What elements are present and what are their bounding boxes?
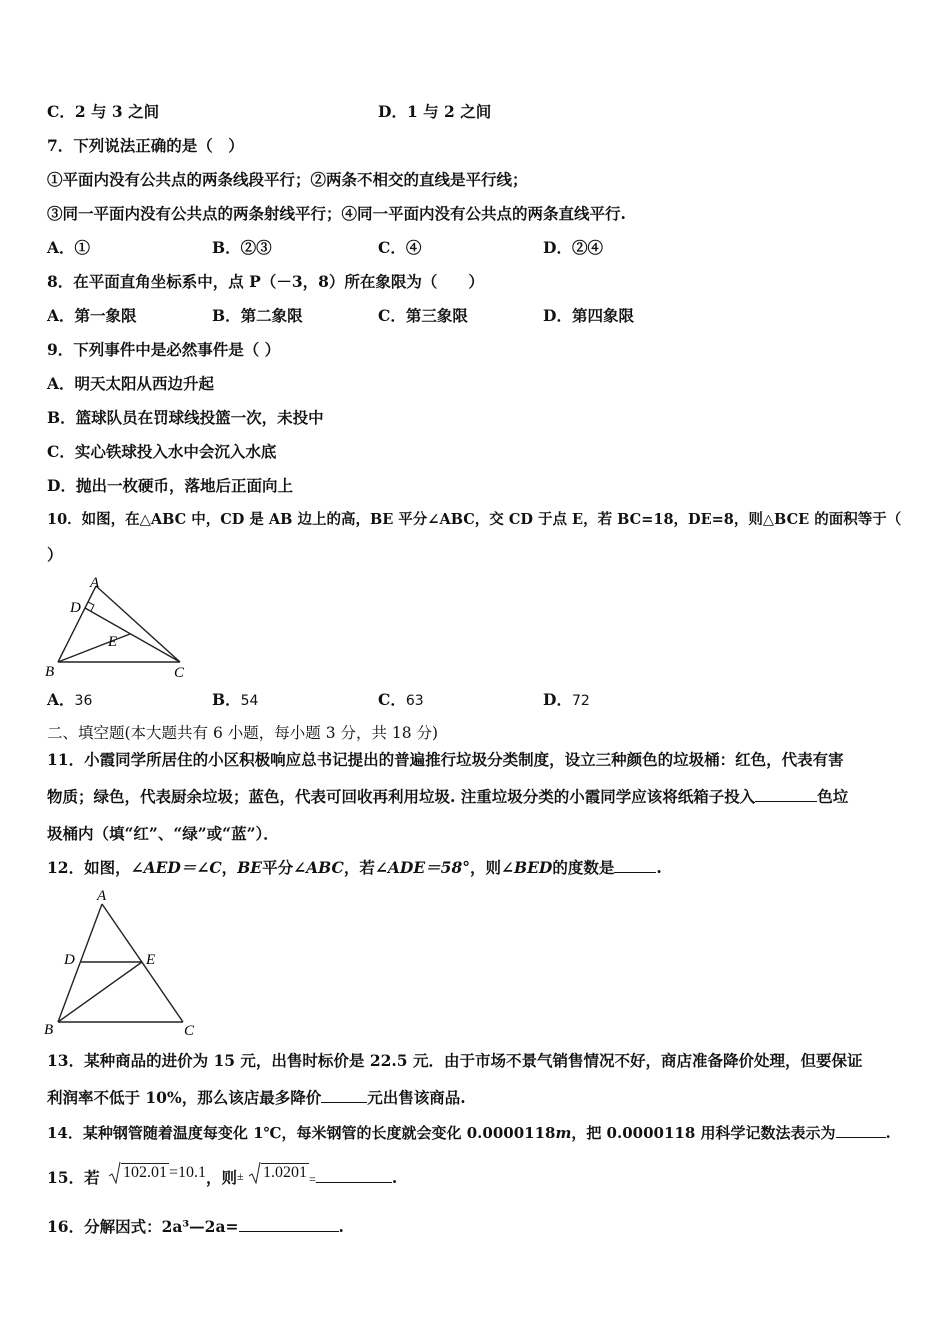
q10-side-ab xyxy=(58,586,96,662)
q10-option-a-prefix: A． xyxy=(47,690,75,709)
q7-option-a: A．① xyxy=(47,238,91,257)
q10-option-c xyxy=(378,690,424,711)
q10-option-c-prefix: C． xyxy=(378,690,406,709)
q12-period: . xyxy=(656,858,662,877)
q14-unit-m: m xyxy=(555,1124,572,1142)
q11-line2-text-a: 物质；绿色，代表厨余垃圾；蓝色，代表可回收再利用垃圾. 注重垃圾分类的小霞同学应该将纸箱子投入 xyxy=(47,787,756,806)
q12-stem xyxy=(47,858,662,878)
q15-result-1: =10.1 xyxy=(168,1164,207,1181)
q8-option-c: C．第三象限 xyxy=(378,306,468,325)
q14-answer-blank[interactable] xyxy=(836,1123,886,1138)
q10-side-ac xyxy=(96,586,180,662)
q15-sqrt-2 xyxy=(249,1164,309,1189)
q15-sqrt-1 xyxy=(109,1164,169,1189)
q13-line2 xyxy=(47,1088,466,1108)
q6-option-c: C．2 与 3 之间 xyxy=(47,102,160,121)
q12-comma: ， xyxy=(221,858,238,877)
q12-then: ，则 xyxy=(469,858,501,877)
q16-stem xyxy=(47,1217,344,1237)
q11-line2 xyxy=(47,787,848,807)
q12-be: BE xyxy=(237,858,263,877)
q14-text-a: 14．某种钢管随着温度每变化 1℃，每米钢管的长度就会变化 0.0000118 xyxy=(47,1124,556,1142)
q11-line1: 11．小霞同学所居住的小区积极响应总书记提出的普遍推行垃圾分类制度，设立三种颜色的垃圾桶：红色，代表有害 xyxy=(47,750,844,769)
q8-option-b: B．第二象限 xyxy=(212,306,303,325)
q7-statement-line1: ①平面内没有公共点的两条线段平行；②两条不相交的直线是平行线； xyxy=(47,170,528,189)
q10-stem-end: ） xyxy=(47,545,63,564)
q6-option-d: D．1 与 2 之间 xyxy=(378,102,492,121)
q12-angle-abc: ∠ABC xyxy=(293,858,344,877)
q8-option-a: A．第一象限 xyxy=(47,306,137,325)
q10-option-d xyxy=(543,690,590,711)
q11-line2-text-b: 色垃 xyxy=(817,787,849,806)
q13-line2-text-a: 利润率不低于 10%，那么该店最多降价 xyxy=(47,1088,322,1107)
q10-option-b-prefix: B． xyxy=(212,690,241,709)
q9-option-c: C．实心铁球投入水中会沉入水底 xyxy=(47,442,277,461)
q8-option-d: D．第四象限 xyxy=(543,306,634,325)
q15-period: . xyxy=(391,1168,398,1187)
q16-answer-blank[interactable] xyxy=(239,1217,339,1232)
q15-radical-sign-1 xyxy=(109,1162,121,1184)
q10-label-e: E xyxy=(108,634,118,650)
q10-option-b-value: 54 xyxy=(240,693,259,709)
q12-triangle-figure xyxy=(38,882,208,1042)
q13-answer-blank[interactable] xyxy=(321,1088,367,1103)
q15-stem xyxy=(47,1164,398,1189)
q10-label-d: D xyxy=(70,600,81,616)
q10-option-d-prefix: D． xyxy=(543,690,572,709)
q9-stem: 9．下列事件中是必然事件是（ ） xyxy=(47,340,281,359)
q9-option-a: A．明天太阳从西边升起 xyxy=(47,374,215,393)
q7-statement-line2: ③同一平面内没有公共点的两条射线平行；④同一平面内没有公共点的两条直线平行. xyxy=(47,204,626,223)
q12-label-d: D xyxy=(64,952,75,968)
q13-line1: 13．某种商品的进价为 15 元，出售时标价是 22.5 元．由于市场不景气销售情况不好，商店准备降价处理，但要保证 xyxy=(47,1051,863,1070)
q14-stem xyxy=(47,1123,891,1143)
q10-label-a: A xyxy=(90,575,100,591)
q12-label-c: C xyxy=(184,1023,195,1039)
q15-radicand-1: 102.01 xyxy=(122,1164,167,1181)
q14-text-b: ，把 0.0000118 用科学记数法表示为 xyxy=(571,1124,836,1142)
q10-stem: 10．如图，在△ABC 中，CD 是 AB 边上的高，BE 平分∠ABC，交 CD 于点 E，若 BC=18，DE=8，则△BCE 的面积等于（ xyxy=(47,511,902,528)
q12-answer-blank[interactable] xyxy=(614,858,656,873)
q10-option-c-value: 63 xyxy=(405,693,424,709)
q7-stem: 7．下列说法正确的是（ ） xyxy=(47,136,244,155)
q11-answer-blank[interactable] xyxy=(755,787,817,802)
q12-segment-be xyxy=(58,962,142,1022)
q16-period: . xyxy=(338,1217,344,1236)
section2-heading: 二、填空题(本大题共有 6 小题，每小题 3 分，共 18 分) xyxy=(47,724,439,742)
q8-stem: 8．在平面直角坐标系中，点 P（－3，8）所在象限为（ ） xyxy=(47,272,484,291)
q12-bisects: 平分 xyxy=(262,858,294,877)
q10-altitude-cd xyxy=(85,608,180,662)
q11-line3: 圾桶内（填“红”、“绿”或“蓝”）． xyxy=(47,824,279,843)
q9-option-b: B．篮球队员在罚球线投篮一次，未投中 xyxy=(47,408,324,427)
q7-option-b: B．②③ xyxy=(212,238,272,257)
q7-option-c: C．④ xyxy=(378,238,422,257)
q10-option-b xyxy=(212,690,258,711)
q10-option-a xyxy=(47,690,92,711)
q10-triangle-figure xyxy=(40,574,200,684)
q12-degree-is: 的度数是 xyxy=(552,858,615,877)
q16-text: 16．分解因式：2a³—2a= xyxy=(47,1217,239,1236)
q10-option-d-value: 72 xyxy=(571,693,590,709)
q10-label-c: C xyxy=(174,665,185,681)
q15-then: ，则 xyxy=(206,1168,238,1187)
q12-side-ac xyxy=(102,904,183,1022)
q9-option-d: D．抛出一枚硬币，落地后正面向上 xyxy=(47,476,293,495)
q10-label-b: B xyxy=(45,664,55,680)
q12-label-a: A xyxy=(97,888,107,904)
q7-option-d: D．②④ xyxy=(543,238,603,257)
q12-angle-ade: ∠ADE＝58° xyxy=(374,858,470,877)
q12-text-intro: 12．如图， xyxy=(47,858,131,877)
q12-angle-bed: ∠BED xyxy=(501,858,553,877)
q15-prefix: 15．若 xyxy=(47,1168,100,1187)
q10-option-a-value: 36 xyxy=(74,693,93,709)
q15-radicand-2: 1.0201 xyxy=(263,1164,308,1181)
q15-radical-sign-2 xyxy=(249,1162,261,1184)
q12-label-b: B xyxy=(44,1022,54,1038)
q15-plus-minus: ± xyxy=(237,1169,244,1183)
q14-period: . xyxy=(885,1124,891,1142)
q12-angle-aed-eq-c: ∠AED＝∠C xyxy=(130,858,222,877)
q12-if: ，若 xyxy=(343,858,375,877)
q15-answer-blank[interactable] xyxy=(316,1168,392,1183)
q12-label-e: E xyxy=(146,952,156,968)
q10-bisector-be xyxy=(58,634,130,662)
q13-line2-text-b: 元出售该商品. xyxy=(367,1088,466,1107)
q15-equals: = xyxy=(309,1172,316,1186)
